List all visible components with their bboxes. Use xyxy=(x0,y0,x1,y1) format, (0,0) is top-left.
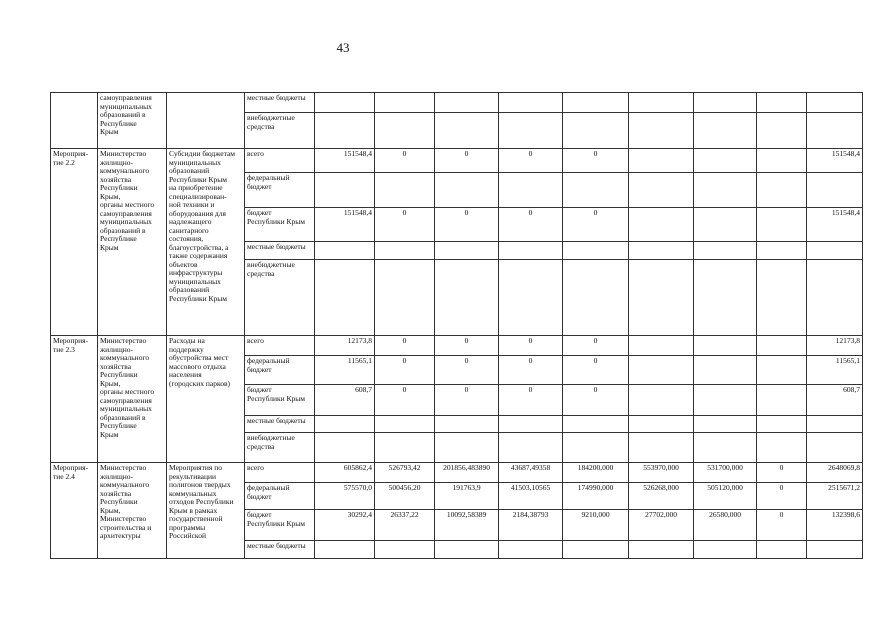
value-cell xyxy=(807,242,863,260)
value-cell xyxy=(629,416,694,433)
value-cell: 2648069,8 xyxy=(807,463,863,483)
value-cell: 0 xyxy=(757,463,807,483)
value-cell: 0 xyxy=(499,356,563,385)
value-cell xyxy=(315,541,375,559)
value-cell xyxy=(375,242,435,260)
funding-source-label: внебюджетные средства xyxy=(245,113,315,149)
description-cell: Субсидии бюджетам муниципальных образований Республики Крым на приобретение специализирован- ной техники и оборудования для надлежащего санитарного состояния, благоустройства, а также содержания объектов инфраструктуры муниципальных образований Республики Крым xyxy=(167,149,245,336)
value-cell xyxy=(807,433,863,463)
value-cell: 10092,58389 xyxy=(435,510,499,541)
event-cell: Мероприя- тие 2.2 xyxy=(51,149,98,336)
value-cell xyxy=(315,242,375,260)
value-cell xyxy=(757,356,807,385)
value-cell: 0 xyxy=(375,385,435,416)
value-cell: 0 xyxy=(499,336,563,356)
value-cell: 526268,000 xyxy=(629,483,694,510)
value-cell: 0 xyxy=(435,336,499,356)
value-cell xyxy=(694,113,757,149)
value-cell: 575570,0 xyxy=(315,483,375,510)
value-cell xyxy=(375,173,435,208)
value-cell: 30292,4 xyxy=(315,510,375,541)
value-cell: 184200,000 xyxy=(563,463,629,483)
value-cell: 505120,000 xyxy=(694,483,757,510)
value-cell: 0 xyxy=(435,149,499,173)
event-cell: Мероприя- тие 2.3 xyxy=(51,336,98,463)
value-cell xyxy=(757,336,807,356)
value-cell: 41503,10565 xyxy=(499,483,563,510)
value-cell xyxy=(694,433,757,463)
value-cell xyxy=(629,149,694,173)
value-cell xyxy=(807,93,863,113)
value-cell: 201856,483890 xyxy=(435,463,499,483)
value-cell: 0 xyxy=(563,356,629,385)
value-cell xyxy=(315,93,375,113)
value-cell xyxy=(375,433,435,463)
value-cell xyxy=(499,173,563,208)
value-cell xyxy=(757,93,807,113)
value-cell xyxy=(563,416,629,433)
funding-source-label: местные бюджеты xyxy=(245,541,315,559)
value-cell: 0 xyxy=(435,385,499,416)
value-cell: 132398,6 xyxy=(807,510,863,541)
value-cell: 0 xyxy=(499,385,563,416)
value-cell xyxy=(499,433,563,463)
executor-cell: Министерство жилищно- коммунального хозяйства Республики Крым, органы местного самоуправления муниципальных образований в Республике Крым xyxy=(98,149,167,336)
value-cell xyxy=(694,173,757,208)
executor-cell: Министерство жилищно- коммунального хозяйства Республики Крым, органы местного самоуправления муниципальных образований в Республике Крым xyxy=(98,336,167,463)
description-cell xyxy=(167,93,245,149)
value-cell xyxy=(757,242,807,260)
value-cell xyxy=(694,416,757,433)
funding-source-label: местные бюджеты xyxy=(245,242,315,260)
funding-source-label: местные бюджеты xyxy=(245,416,315,433)
value-cell xyxy=(375,541,435,559)
value-cell xyxy=(435,433,499,463)
value-cell: 608,7 xyxy=(807,385,863,416)
value-cell xyxy=(375,416,435,433)
value-cell xyxy=(694,356,757,385)
value-cell: 0 xyxy=(435,208,499,242)
table-row xyxy=(51,463,863,483)
value-cell xyxy=(694,336,757,356)
description-cell: Мероприятия по рекультивации полигонов твердых коммунальных отходов Республики Крым в рамках государственной программы Российской xyxy=(167,463,245,559)
value-cell xyxy=(435,113,499,149)
funding-source-label: бюджет Республики Крым xyxy=(245,385,315,416)
value-cell xyxy=(375,113,435,149)
value-cell xyxy=(629,385,694,416)
table-row xyxy=(51,149,863,173)
value-cell xyxy=(435,416,499,433)
value-cell: 26337,22 xyxy=(375,510,435,541)
value-cell xyxy=(435,541,499,559)
value-cell xyxy=(629,336,694,356)
value-cell xyxy=(499,93,563,113)
value-cell xyxy=(757,149,807,173)
value-cell: 0 xyxy=(563,149,629,173)
value-cell: 151548,4 xyxy=(807,149,863,173)
value-cell xyxy=(694,242,757,260)
value-cell xyxy=(435,260,499,336)
value-cell xyxy=(757,260,807,336)
funding-source-label: бюджет Республики Крым xyxy=(245,208,315,242)
value-cell xyxy=(629,242,694,260)
value-cell xyxy=(499,541,563,559)
value-cell: 26580,000 xyxy=(694,510,757,541)
value-cell xyxy=(563,433,629,463)
budget-table xyxy=(50,92,863,559)
value-cell xyxy=(563,113,629,149)
executor-cell: самоуправления муниципальных образований в Республике Крым xyxy=(98,93,167,149)
value-cell: 608,7 xyxy=(315,385,375,416)
value-cell: 0 xyxy=(435,356,499,385)
funding-source-label: всего xyxy=(245,149,315,173)
funding-source-label: федеральный бюджет xyxy=(245,173,315,208)
value-cell xyxy=(694,149,757,173)
value-cell xyxy=(629,113,694,149)
value-cell xyxy=(563,541,629,559)
value-cell xyxy=(757,208,807,242)
value-cell: 174990,000 xyxy=(563,483,629,510)
value-cell: 500456,20 xyxy=(375,483,435,510)
value-cell: 151548,4 xyxy=(315,208,375,242)
value-cell xyxy=(629,541,694,559)
value-cell xyxy=(629,93,694,113)
funding-source-label: бюджет Республики Крым xyxy=(245,510,315,541)
value-cell xyxy=(499,113,563,149)
value-cell xyxy=(629,208,694,242)
value-cell: 0 xyxy=(375,356,435,385)
value-cell: 0 xyxy=(375,149,435,173)
description-cell: Расходы на поддержку обустройства мест массового отдыха населения (городских парков) xyxy=(167,336,245,463)
value-cell xyxy=(563,242,629,260)
value-cell: 12173,8 xyxy=(807,336,863,356)
value-cell: 27702,000 xyxy=(629,510,694,541)
value-cell: 11565,1 xyxy=(807,356,863,385)
value-cell xyxy=(757,433,807,463)
value-cell xyxy=(499,260,563,336)
value-cell xyxy=(315,113,375,149)
value-cell xyxy=(807,113,863,149)
value-cell xyxy=(435,242,499,260)
value-cell xyxy=(757,541,807,559)
value-cell: 0 xyxy=(757,483,807,510)
value-cell: 0 xyxy=(375,208,435,242)
value-cell: 0 xyxy=(375,336,435,356)
value-cell xyxy=(315,433,375,463)
value-cell xyxy=(563,173,629,208)
value-cell xyxy=(315,260,375,336)
funding-source-label: внебюджетные средства xyxy=(245,260,315,336)
funding-source-label: федеральный бюджет xyxy=(245,483,315,510)
value-cell xyxy=(629,433,694,463)
value-cell: 605862,4 xyxy=(315,463,375,483)
value-cell xyxy=(499,416,563,433)
value-cell: 0 xyxy=(563,208,629,242)
value-cell: 9210,000 xyxy=(563,510,629,541)
value-cell: 0 xyxy=(563,336,629,356)
table-row xyxy=(51,336,863,356)
value-cell xyxy=(694,385,757,416)
value-cell xyxy=(807,416,863,433)
value-cell: 0 xyxy=(563,385,629,416)
value-cell xyxy=(757,385,807,416)
value-cell: 2515671,2 xyxy=(807,483,863,510)
value-cell xyxy=(694,260,757,336)
value-cell: 531700,000 xyxy=(694,463,757,483)
funding-source-label: федеральный бюджет xyxy=(245,356,315,385)
value-cell: 526793,42 xyxy=(375,463,435,483)
value-cell xyxy=(757,173,807,208)
page-number: 43 xyxy=(336,40,350,55)
value-cell xyxy=(563,260,629,336)
value-cell: 151548,4 xyxy=(315,149,375,173)
value-cell xyxy=(629,356,694,385)
value-cell: 0 xyxy=(499,149,563,173)
funding-source-label: всего xyxy=(245,336,315,356)
value-cell xyxy=(807,260,863,336)
value-cell xyxy=(629,173,694,208)
table-body xyxy=(51,93,863,559)
value-cell: 2184,38793 xyxy=(499,510,563,541)
event-cell: Мероприя- тие 2.4 xyxy=(51,463,98,559)
value-cell xyxy=(694,208,757,242)
value-cell: 12173,8 xyxy=(315,336,375,356)
value-cell xyxy=(315,416,375,433)
value-cell xyxy=(757,113,807,149)
value-cell xyxy=(435,173,499,208)
value-cell xyxy=(435,93,499,113)
funding-source-label: местные бюджеты xyxy=(245,93,315,113)
value-cell: 43687,49358 xyxy=(499,463,563,483)
value-cell: 11565,1 xyxy=(315,356,375,385)
value-cell xyxy=(375,260,435,336)
value-cell xyxy=(315,173,375,208)
funding-source-label: внебюджетные средства xyxy=(245,433,315,463)
value-cell xyxy=(694,93,757,113)
value-cell xyxy=(499,242,563,260)
value-cell: 0 xyxy=(757,510,807,541)
event-cell xyxy=(51,93,98,149)
value-cell xyxy=(757,416,807,433)
table-row xyxy=(51,93,863,113)
value-cell: 553970,000 xyxy=(629,463,694,483)
funding-source-label: всего xyxy=(245,463,315,483)
value-cell xyxy=(629,260,694,336)
value-cell xyxy=(694,541,757,559)
value-cell xyxy=(807,173,863,208)
value-cell xyxy=(563,93,629,113)
value-cell xyxy=(375,93,435,113)
value-cell: 151548,4 xyxy=(807,208,863,242)
value-cell: 0 xyxy=(499,208,563,242)
value-cell: 191763,9 xyxy=(435,483,499,510)
executor-cell: Министерство жилищно- коммунального хозяйства Республики Крым, Министерство строительства и архитектуры xyxy=(98,463,167,559)
value-cell xyxy=(807,541,863,559)
